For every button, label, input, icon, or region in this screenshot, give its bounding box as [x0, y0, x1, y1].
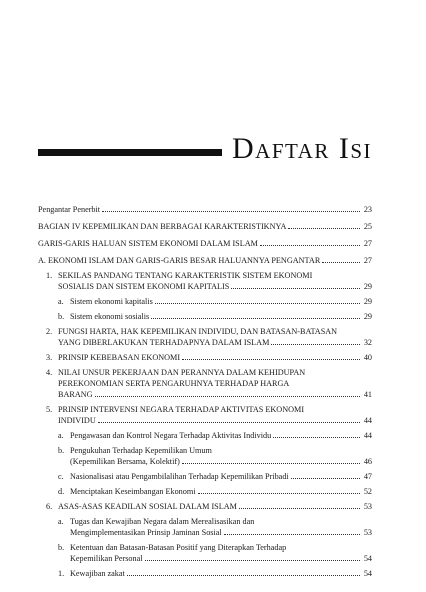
dot-leader — [322, 262, 360, 263]
dot-leader — [145, 560, 360, 561]
dot-leader — [182, 359, 360, 360]
dot-leader — [231, 288, 360, 289]
toc-entry-number: 1. — [58, 569, 65, 578]
dot-leader — [271, 344, 360, 345]
toc-entry-title: Menciptakan Keseimbangan Ekonomi — [70, 487, 196, 496]
toc-page-number: 27 — [363, 239, 372, 248]
toc-heading — [38, 132, 372, 166]
toc-page-number: 53 — [363, 502, 372, 511]
toc-entry-sekilas — [38, 270, 372, 292]
toc-page-number: 41 — [363, 390, 372, 399]
toc-entry-title: GARIS-GARIS HALUAN SISTEM EKONOMI DALAM ISLAM — [38, 239, 258, 248]
dot-leader — [198, 493, 360, 494]
toc-entry-title: NILAI UNSUR PEKERJAAN DAN PERANNYA DALAM KEHIDUPAN — [58, 368, 306, 377]
toc-entry-fungsi-harta — [38, 326, 372, 348]
toc-entry-pembatasan — [38, 445, 372, 467]
dot-leader — [288, 228, 360, 229]
toc-entry-kewajiban-zakat — [38, 568, 372, 579]
toc-entry-a-ekonomi — [38, 255, 372, 266]
toc-page-number: 29 — [363, 282, 372, 291]
page-title: Daftar Isi — [232, 132, 372, 165]
toc-entry-nasionalisasi — [38, 471, 372, 482]
toc-page-number: 29 — [363, 312, 372, 321]
toc-entry-title: PEREKONOMIAN SERTA PENGARUHNYA TERHADAP HARGA — [58, 379, 290, 388]
toc-entry-asas-asas — [38, 501, 372, 512]
toc-entry-keseimbangan — [38, 486, 372, 497]
toc-entry-title: Sistem ekonomi kapitalis — [70, 297, 153, 306]
dot-leader — [224, 534, 360, 535]
toc-page-number: 52 — [363, 487, 372, 496]
toc-entry-number: b. — [58, 312, 65, 321]
toc-entry-number: a. — [58, 297, 64, 306]
dot-leader — [182, 463, 360, 464]
toc-entry-title: SEKILAS PANDANG TENTANG KARAKTERISTIK SISTEM EKONOMI — [58, 271, 313, 280]
toc-entry-title: Sistem ekonomi sosialis — [70, 312, 150, 321]
toc-entry-bagian-iv — [38, 221, 372, 232]
toc-entry-title: Nasionalisasi atau Pengambilalihan Terhadap Kepemilikan Pribadi — [70, 472, 289, 481]
toc-entry-title: BAGIAN IV KEPEMILIKAN DAN BERBAGAI KARAKTERISTIKNYA — [38, 222, 287, 231]
toc-page-number: 44 — [363, 416, 372, 425]
toc-entry-title: FUNGSI HARTA, HAK KEPEMILIKAN INDIVIDU, DAN BATASAN-BATASAN — [58, 327, 338, 336]
toc-entry-title: A. EKONOMI ISLAM DAN GARIS-GARIS BESAR HALUANNYA PENGANTAR — [38, 256, 321, 265]
toc-page-number: 46 — [363, 457, 372, 466]
dot-leader — [102, 211, 360, 212]
toc-entry-sosialis — [38, 311, 372, 322]
toc-entry-title: Kewajiban zakat — [70, 569, 125, 578]
toc-entry-number: 2. — [46, 327, 53, 336]
table-of-contents — [38, 204, 372, 579]
toc-entry-title: PRINSIP INTERVENSI NEGARA TERHADAP AKTIVITAS EKONOMI — [58, 405, 305, 414]
dot-leader — [151, 318, 360, 319]
toc-entry-number: b. — [58, 543, 65, 552]
dot-leader — [260, 245, 360, 246]
toc-page-number: 29 — [363, 297, 372, 306]
toc-page-number: 25 — [363, 222, 372, 231]
toc-entry-kapitalis — [38, 296, 372, 307]
toc-entry-number: 5. — [46, 405, 53, 414]
toc-entry-number: 6. — [46, 502, 53, 511]
toc-entry-garis-garis — [38, 238, 372, 249]
dot-leader — [239, 508, 360, 509]
toc-entry-number: d. — [58, 487, 65, 496]
toc-entry-title: SOSIALIS DAN SISTEM EKONOMI KAPITALIS — [58, 282, 230, 291]
toc-entry-title: (Kepemilikan Bersama, Kolektif) — [70, 457, 180, 466]
toc-entry-title: Pengawasan dan Kontrol Negara Terhadap Aktivitas Individu — [70, 431, 272, 440]
toc-entry-title: Pengukuhan Terhadap Kepemilikan Umum — [70, 446, 212, 455]
toc-entry-prinsip-kebebasan — [38, 352, 372, 363]
toc-entry-number: 1. — [46, 271, 53, 280]
dot-leader — [155, 303, 360, 304]
toc-page-number: 23 — [363, 205, 372, 214]
toc-page-number: 47 — [363, 472, 372, 481]
toc-entry-pengantar — [38, 204, 372, 215]
dot-leader — [273, 437, 360, 438]
toc-entry-tugas — [38, 516, 372, 538]
toc-entry-number: b. — [58, 446, 65, 455]
toc-entry-number: a. — [58, 431, 64, 440]
toc-entry-nilai-unsur — [38, 367, 372, 400]
toc-entry-title: Mengimplementasikan Prinsip Jaminan Sosial — [70, 528, 222, 537]
toc-entry-title: YANG DIBERLAKUKAN TERHADAPNYA DALAM ISLAM — [58, 338, 270, 347]
toc-entry-title: ASAS-ASAS KEADILAN SOSIAL DALAM ISLAM — [58, 502, 237, 511]
dot-leader — [291, 478, 360, 479]
toc-entry-number: a. — [58, 517, 64, 526]
toc-entry-number: 3. — [46, 353, 53, 362]
toc-entry-title: PRINSIP KEBEBASAN EKONOMI — [58, 353, 181, 362]
toc-entry-title: Tugas dan Kewajiban Negara dalam Merealisasikan dan — [70, 517, 255, 526]
dot-leader — [98, 422, 360, 423]
toc-page-number: 54 — [363, 569, 372, 578]
toc-entry-pengawasan — [38, 430, 372, 441]
toc-entry-title: Kepemilikan Personal — [70, 554, 143, 563]
heading-rule — [38, 149, 222, 156]
toc-page-number: 27 — [363, 256, 372, 265]
toc-page-number: 44 — [363, 431, 372, 440]
dot-leader — [95, 396, 360, 397]
toc-page-number: 54 — [363, 554, 372, 563]
toc-entry-number: c. — [58, 472, 64, 481]
toc-page-number: 53 — [363, 528, 372, 537]
toc-entry-prinsip-intervensi — [38, 404, 372, 426]
toc-entry-title: BARANG — [58, 390, 93, 399]
toc-page-number: 32 — [363, 338, 372, 347]
dot-leader — [127, 575, 360, 576]
toc-page-number: 40 — [363, 353, 372, 362]
toc-entry-title: Pengantar Penerbit — [38, 205, 101, 214]
toc-entry-ketentuan — [38, 542, 372, 564]
toc-entry-number: 4. — [46, 368, 53, 377]
toc-entry-title: Ketentuan dan Batasan-Batasan Positif yang Diterapkan Terhadap — [70, 543, 287, 552]
toc-entry-title: INDIVIDU — [58, 416, 96, 425]
